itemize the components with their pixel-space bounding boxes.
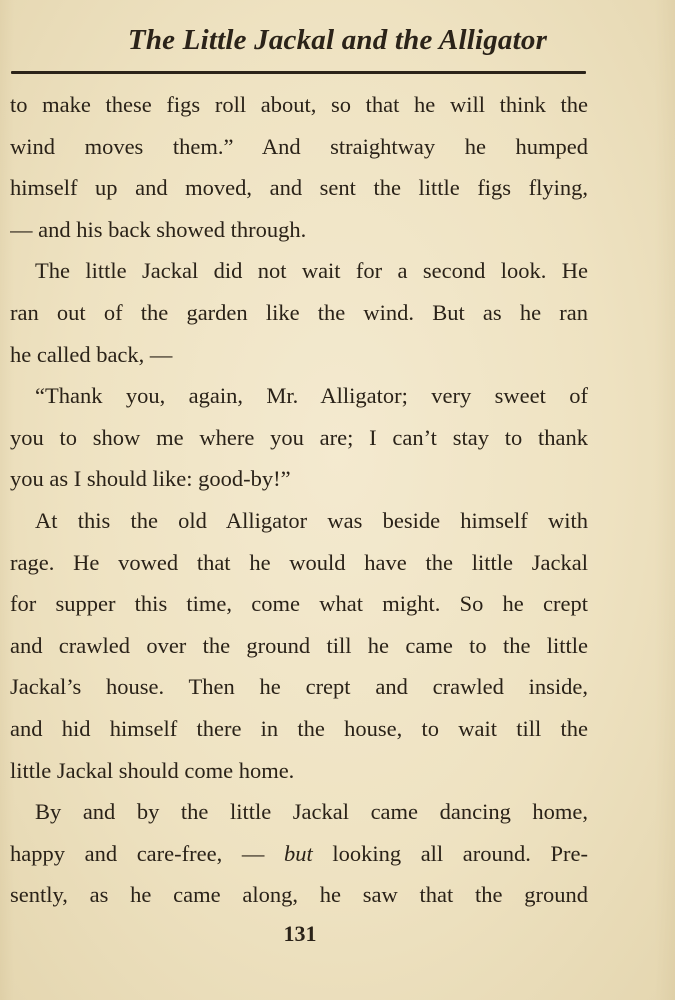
text-line-with-emphasis (10, 833, 588, 875)
text-line: you to show me where you are; I can’t stay to thank (10, 424, 588, 450)
running-head: The Little Jackal and the Alligator (127, 24, 548, 56)
header-rule (11, 71, 586, 74)
text-line: At this the old Alligator was beside himself with (35, 507, 588, 533)
text-line: and hid himself there in the house, to wait till the (10, 715, 588, 741)
text-line: Jackal’s house. Then he crept and crawled inside, (10, 674, 588, 700)
body-text (10, 84, 588, 916)
text-line: “Thank you, again, Mr. Alligator; very sweet of (35, 383, 588, 409)
emphasized-word: but (283, 840, 313, 866)
text-line: and crawled over the ground till he came to the little (10, 632, 588, 658)
text-line: you as I should like: good-by!” (10, 466, 291, 492)
text-line: to make these figs roll about, so that he will think the (10, 92, 588, 117)
text-line: he called back, — (10, 341, 173, 367)
page-number: 131 (283, 921, 317, 946)
text-segment: looking all around. Pre- (312, 840, 588, 866)
text-line: — and his back showed through. (10, 216, 307, 242)
text-line: for supper this time, come what might. So he crept (10, 591, 588, 617)
text-line: ran out of the garden like the wind. But as he ran (10, 299, 588, 325)
text-line: sently, as he came along, he saw that the ground (10, 882, 588, 908)
text-line: wind moves them.” And straightway he humped (10, 133, 588, 159)
text-segment: happy and care-free, — (10, 840, 284, 866)
text-line: By and by the little Jackal came dancing home, (35, 799, 588, 825)
text-line: little Jackal should come home. (10, 757, 295, 783)
text-line: The little Jackal did not wait for a second look. He (35, 258, 588, 284)
text-line: himself up and moved, and sent the little figs flying, (10, 175, 588, 201)
text-line: rage. He vowed that he would have the little Jackal (10, 549, 588, 575)
